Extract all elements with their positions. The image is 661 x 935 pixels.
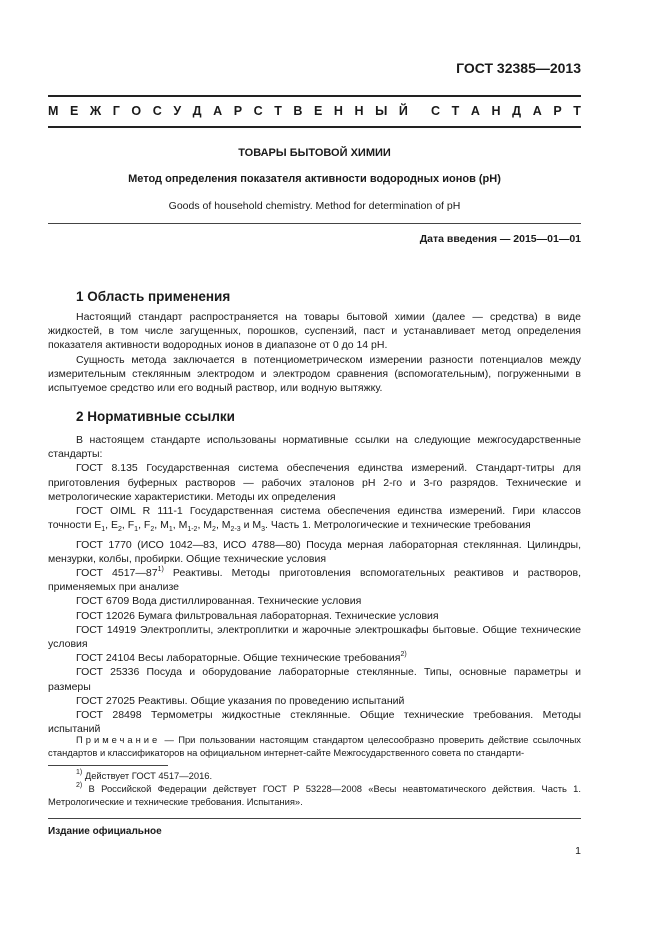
section-1-paragraph: Сущность метода заключается в потенциометрическом измерении разности потенциалов между измерительным стеклянным электродом и электродом сравнения (вспомогательным), погруженными в испытуемое средство или его водный раствор, или водную вытяжку. xyxy=(48,353,581,395)
footer-rule xyxy=(48,818,581,819)
interstate-word-1: М Е Ж Г О С У Д А Р С Т В Е Н Н Ы Й xyxy=(48,104,408,118)
reference-item: ГОСТ 14919 Электроплиты, электроплитки и жарочные электрошкафы бытовые. Общие технические условия xyxy=(48,623,581,650)
footnote-2: $^{2)}$ В Российской Федерации действует ГОСТ Р 53228—2008 «Весы неавтоматического действия. Часть 1. Метрологические и технические требования. Испытания». xyxy=(48,782,581,807)
reference-item: ГОСТ 27025 Реактивы. Общие указания по проведению испытаний xyxy=(76,694,405,707)
reference-item: ГОСТ 4517—87$^{1)}$ Реактивы. Методы приготовления вспомогательных реактивов и растворов, применяемых при анализе xyxy=(48,565,582,594)
reference-item: ГОСТ 6709 Вода дистиллированная. Технические условия xyxy=(76,595,362,608)
footnote-marker: 1) xyxy=(157,565,164,573)
interstate-standard-banner xyxy=(48,104,581,118)
standard-subtitle: Метод определения показателя активности водородных ионов (pH) xyxy=(128,173,501,185)
footnotes xyxy=(48,769,581,808)
section-1-paragraph: Настоящий стандарт распространяется на товары бытовой химии (далее — средства) в виде жидкостей, в том числе загущенных, порошков, суспензий, паст и устанавливает метод определения показателя активности водородных ионов в диапазоне от 0 до 14 pH. xyxy=(48,311,581,352)
note-label: Примечание xyxy=(76,734,161,745)
section-1-heading: 1 Область применения xyxy=(76,289,231,304)
note xyxy=(48,733,581,759)
introduction-date: Дата введения — 2015—01—01 xyxy=(419,233,581,245)
standard-title: ТОВАРЫ БЫТОВОЙ ХИМИИ xyxy=(238,147,391,159)
reference-item: ГОСТ 8.135 Государственная система обеспечения единства измерений. Стандарт-титры для приготовления буферных растворов — рабочих эталонов pH 2-го и 3-го разрядов. Технические и метрологические характеристики. Методы их определения xyxy=(48,462,581,503)
note-text: — При пользовании настоящим стандартом целесообразно проверить действие ссылочных стандартов и классификаторов на официальном интернет-сайте Межгосударственного совета по стандарти- xyxy=(48,734,581,758)
title-rule xyxy=(48,223,581,224)
english-title: Goods of household chemistry. Method for determination of pH xyxy=(168,200,461,212)
footnote-marker: 2) xyxy=(400,651,407,659)
reference-item: ГОСТ 24104 Весы лабораторные. Общие технические требования$^{2)}$ xyxy=(76,651,407,665)
section-2-intro: В настоящем стандарте использованы нормативные ссылки на следующие межгосударственные стандарты: xyxy=(48,434,581,461)
section-1-body xyxy=(48,310,581,395)
official-edition-label: Издание официальное xyxy=(48,826,162,837)
footnote-1: $^{1)}$ Действует ГОСТ 4517—2016. xyxy=(76,769,213,781)
footnote-rule xyxy=(48,765,168,766)
header-rule-bottom xyxy=(48,126,581,128)
reference-item: ГОСТ 1770 (ИСО 1042—83, ИСО 4788—80) Посуда мерная лабораторная стеклянная. Цилиндры, мензурки, колбы, пробирки. Общие технические условия xyxy=(48,538,581,565)
section-2-heading: 2 Нормативные ссылки xyxy=(76,409,235,424)
section-2-body xyxy=(48,433,581,736)
interstate-word-2: С Т А Н Д А Р Т xyxy=(431,104,581,118)
header-rule-top xyxy=(48,95,581,97)
doc-number: ГОСТ 32385—2013 xyxy=(456,60,581,76)
reference-item: ГОСТ OIML R 111-1 Государственная система обеспечения единства измерений. Гири классов точности $E_1$, $E_2$, $F_1$, $F_2$, $M_1$, $M_{1-2}$, $M_2$, $M_{2-3}$ и $M_3$. Часть 1. Метрологические и технические требования xyxy=(48,505,581,534)
reference-item: ГОСТ 28498 Термометры жидкостные стеклянные. Общие технические требования. Методы испытаний xyxy=(48,708,581,736)
reference-item: ГОСТ 25336 Посуда и оборудование лабораторные стеклянные. Типы, основные параметры и размеры xyxy=(48,666,581,693)
page-number: 1 xyxy=(575,845,581,857)
reference-item: ГОСТ 12026 Бумага фильтровальная лабораторная. Технические условия xyxy=(76,609,439,622)
